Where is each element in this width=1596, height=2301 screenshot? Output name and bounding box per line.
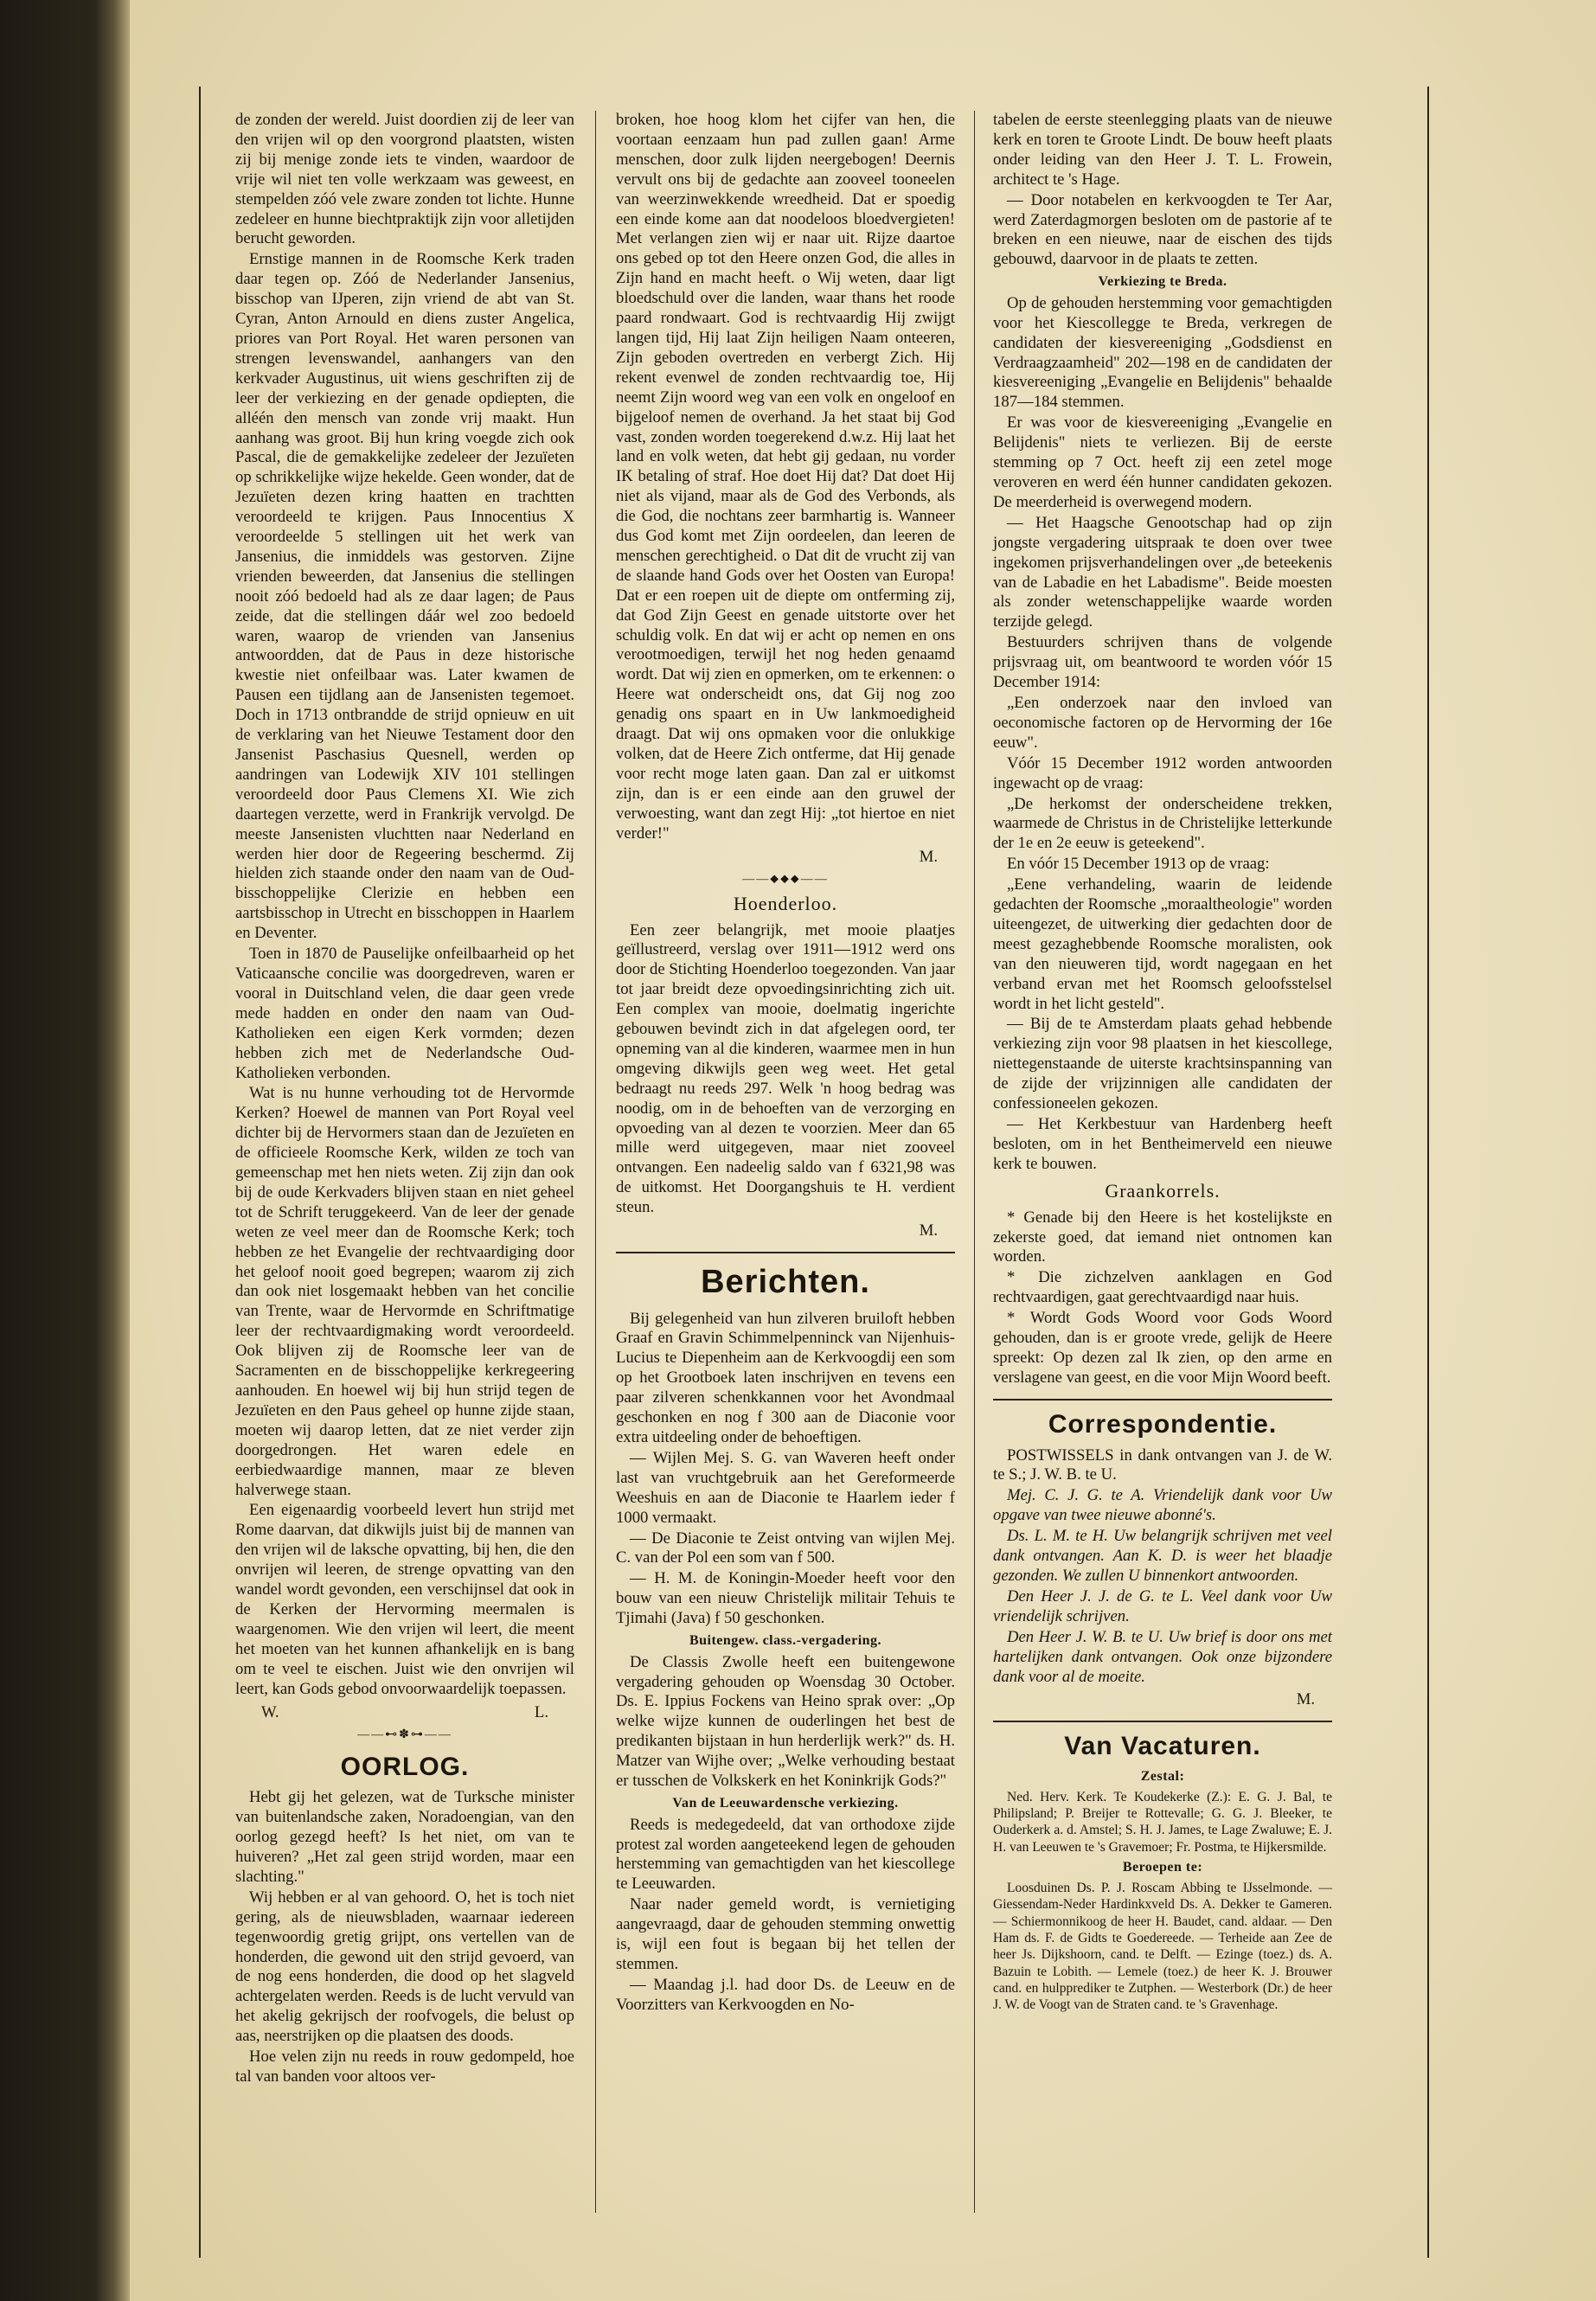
- paragraph: — De Diaconie te Zeist ontving van wijlen Mej. C. van der Pol een som van f 500.: [616, 1529, 955, 1567]
- section-heading-oorlog: OORLOG.: [340, 1752, 470, 1781]
- signature: M.: [919, 1221, 938, 1240]
- subheading-leeuwarden: Van de Leeuwardensche verkiezing.: [672, 1796, 899, 1811]
- column-3: [993, 111, 1332, 2015]
- paragraph: Een zeer belangrijk, met mooie plaatjes geïllustreerd, verslag over 1911—1912 werd ons door de Stichting Hoenderloo toegezonden. Van jaar tot jaar breidt deze opvoedingsinrichting zich uit. Een complex van mooie, doelmatig ingerichte gebouwen bevindt zich in dat afgelegen oord, ter opneming van al die kinderen, waarmee men in hun omgeving dikwijls geen weg weet. Het getal bedraagt nu reeds 297. Welk 'n hoog bedrag was noodig, om in de behoeften van de verzorging en opvoeding van al dezen te voorzien. Meer dan 65 mille werd uitgegeven, maar niet zooveel ontvangen. Een nadeelig saldo van f 6321,98 was de uitkomst. Het Doorgangshuis te H. verdient steun.: [616, 920, 955, 1217]
- paragraph: Den Heer J. J. de G. te L. Veel dank voor Uw vriendelijk schrijven.: [993, 1586, 1332, 1625]
- ornament: ——⬥⬥⬥——: [742, 873, 829, 887]
- column-divider: [595, 111, 596, 2213]
- section-rule: [993, 1721, 1332, 1722]
- paragraph: tabelen de eerste steenlegging plaats van de nieuwe kerk en toren te Groote Lindt. De bouw heeft plaats onder leiding van den Heer J. T. L. Frowein, architect te 's Hage.: [993, 111, 1332, 189]
- paragraph: — Maandag j.l. had door Ds. de Leeuw en de Voorzitters van Kerkvoogden en No-: [616, 1975, 955, 2014]
- subheading-beroepen: Beroepen te:: [1122, 1860, 1203, 1875]
- signature-initial: L.: [534, 1702, 548, 1721]
- paragraph: — Door notabelen en kerkvoogden te Ter Aar, werd Zaterdagmorgen besloten om de pastorie af te breken en een nieuwe, naar de eischen des tijds gebouwd, daarvoor in de plaats te zetten.: [993, 190, 1332, 269]
- left-margin-rule: [199, 87, 201, 2258]
- paragraph: Den Heer J. W. B. te U. Uw brief is door ons met hartelijken dank ontvangen. Ook onze bijzondere dank voor al de moeite.: [993, 1627, 1332, 1686]
- paragraph: De Classis Zwolle heeft een buitengewone vergadering gehouden op Woensdag 30 October. Ds. E. Ippius Fockens van Heino sprak over: „Op welke wijze kunnen de ouderlingen het best de predikanten bijstaan in hun herderlijk werk?" ds. H. Matzer van Wijhe over; „Welke verhouding bestaat er tusschen de Volkskerk en het Koninkrijk Gods?": [616, 1652, 955, 1791]
- section-rule: [993, 1399, 1332, 1400]
- paragraph: Op de gehouden herstemming voor gemachtigden voor het Kiescollegge te Breda, verkregen de candidaten der kiesvereeniging „Godsdienst en Verdraagzaamheid" 202—198 en de candidaten der kiesvereeniging „Evangelie en Belijdenis" behaalde 187—184 stemmen.: [993, 293, 1332, 412]
- paragraph: Mej. C. J. G. te A. Vriendelijk dank voor Uw opgave van twee nieuwe abonné's.: [993, 1486, 1332, 1525]
- right-margin-rule: [1427, 87, 1429, 2258]
- paragraph: Er was voor de kiesvereeniging „Evangelie en Belijdenis" niets te verliezen. Bij de eerste stemming op 7 Oct. heeft zij een zetel moge veroveren en werd één hunner candidaten gekozen. De meerderheid is overwegend modern.: [993, 413, 1332, 511]
- paragraph: Reeds is medegedeeld, dat van orthodoxe zijde protest zal worden aangeteekend legen de gehouden herstemming van gemachtigden van het kiescollege te Leeuwarden.: [616, 1815, 955, 1894]
- paragraph: Toen in 1870 de Pauselijke onfeilbaarheid op het Vaticaansche concilie was doorgedreven, waren er vooral in Duitschland velen, die daar geen vrede mede hadden en onder den naam van Oud-Katholieken een eigen Kerk vormden; dezen hebben zich met de Nederlandsche Oud-Katholieken verbonden.: [235, 945, 574, 1082]
- signature-initial: W.: [261, 1702, 279, 1721]
- section-rule: [616, 1252, 955, 1253]
- paragraph: Wij hebben er al van gehoord. O, het is toch niet gering, als de nieuwsbladen, waarnaar iedereen tegenwoordig gretig grijpt, ons vertellen van de honderden, die gewond uit den strijd gevoerd, van de nog eens honderden, die dood op het slagveld achtergelaten werden. Reeds is de lucht vervuld van het akelig gekrijsch der roofvogels, die belust op aas, neerstrijken op die plaatsen des doods.: [235, 1888, 574, 2046]
- paragraph: — Het Haagsche Genootschap had op zijn jongste vergadering uitspraak te doen over twee ingekomen prijsverhandelingen over „de beteekenis van de Labadie en het Labadisme". Beide moesten als zonder wetenschappelijke waarde worden terzijde gelegd.: [993, 513, 1332, 631]
- section-heading-hoenderloo: Hoenderloo.: [733, 892, 838, 914]
- paragraph: — Bij de te Amsterdam plaats gehad hebbende verkiezing zijn voor 98 plaatsen in het kiescollege, niettegenstaande de uiterste krachtsinspanning van de zijde der vrijzinnigen alle candidaten der confessioneelen gekozen.: [993, 1015, 1332, 1113]
- book-binding: [0, 0, 130, 2301]
- column-divider: [974, 111, 975, 2213]
- paragraph: Ernstige mannen in de Roomsche Kerk traden daar tegen op. Zóó de Nederlander Jansenius, bisschop van IJperen, zijn vriend de abt van St. Cyran, Anton Arnould en diens zuster Angelica, priores van Port Royal. Het waren personen van strengen levenswandel, aanhangers van den kerkvader Augustinus, uit wiens geschriften zij de leer der verkiezing en der genade opdiepten, die alléén den mensch van zonde vrij maakt. Hun aanhang was groot. Bij hun kring voegde zich ook Pascal, die de gemakkelijke zedeleer der Jezuïeten op schrikkelijke wijze hekelde. Geen wonder, dat de Jezuïeten dezen kring haatten en trachtten veroordeeld te krijgen. Paus Innocentius X veroordeelde 5 stellingen uit het werk van Jansenius, die inmiddels was gestorven. Zijne vrienden beweerden, dat Jansenius die stellingen nooit zóó bedoeld had als ze daar lagen; de Paus zeide, dat die stellingen dáár wel zoo bedoeld waren, waarop de vrienden van Jansenius antwoordden, dat de Paus in deze historische kwestie niet onfeilbaar was. Later kwamen de Pausen een tijdlang aan de Jansenisten tegemoet. Doch in 1713 ontbrandde de strijd opnieuw en uit de verklaring van het Nieuwe Testament door den Jansenist Paschasius Quesnell, werden op aandringen van Lodewijk XIV 101 stellingen veroordeeld door Paus Clemens XI. Wie zich daartegen verzette, werd in Frankrijk vervolgd. De meeste Jansenisten vluchtten naar Nederland en werden hier door de Regeering beschermd. Zij hielden zich staande onder den naam van de Oud-bisschoppelijke Clerizie en hebben een aartsbisschop in Utrecht en bisschoppen in Haarlem en Deventer.: [235, 250, 574, 943]
- signature: M.: [919, 847, 938, 866]
- column-2: [616, 111, 955, 2016]
- paragraph: — Wijlen Mej. S. G. van Waveren heeft onder last van vruchtgebruik aan het Gereformeerde Weeshuis en aan de Diaconie te Haarlem ieder f 1000 vermaakt.: [616, 1448, 955, 1527]
- ornament: ——⊷✽⊶——: [357, 1728, 452, 1742]
- paragraph: „Een onderzoek naar den invloed van oeconomische factoren op de Hervorming der 16e eeuw".: [993, 693, 1332, 752]
- paragraph: — H. M. de Koningin-Moeder heeft voor den bouw van een nieuw Christelijk militair Tehuis te Tjimahi (Java) f 50 geschonken.: [616, 1569, 955, 1628]
- signature: [235, 1703, 574, 1723]
- paragraph: de zonden der wereld. Juist doordien zij de leer van den vrijen wil op den voorgrond plaatsten, wisten zij bij menige zonde iets te vinden, waardoor de vrije wil niet ten volle werkzaam was geweest, en stempelden zóó vele zware zonden tot lichte. Hunne zedeleer en hunne biechtpraktijk zijn voor alletijden berucht geworden.: [235, 111, 574, 248]
- paragraph: Ned. Herv. Kerk. Te Koudekerke (Z.): E. G. J. Bal, te Philipsland; P. Breijer te Rottevalle; G. G. J. Bleeker, te Ouderkerk a. d. Amstel; S. H. J. James, te Lage Zwaluwe; E. J. H. van Leeuwen te 's Gravemoer; Fr. Postma, te Hijkersmilde.: [993, 1789, 1332, 1855]
- paragraph: * Wordt Gods Woord voor Gods Woord gehouden, dan is er groote vrede, gelijk de Heere spreekt: Op dezen zal Ik zien, op den arme en verslagene van geest, en die voor Mijn Woord beeft.: [993, 1309, 1332, 1387]
- section-heading-vacaturen: Van Vacaturen.: [1064, 1732, 1261, 1761]
- subheading-zestal: Zestal:: [1140, 1769, 1185, 1785]
- subheading-classis: Buitengew. class.-vergadering.: [689, 1633, 882, 1649]
- paragraph: Wat is nu hunne verhouding tot de Hervormde Kerken? Hoewel de mannen van Port Royal veel dichter bij de Hervormers staan dan de Jezuïeten en de officieele Roomsche Kerk, wilden ze toch van gemeenschap met hen niets weten. Zij zijn dan ook bij de oude Kerkvaders blijven staan en niet geheel tot de Schrift teruggekeerd. Van de leer der genade weten ze veel meer dan de Roomsche Kerk; toch hebben ze het Evangelie der rechtvaardiging door het geloof nooit goed begrepen; waarom zij zich dan ook niet losgemaakt hebben van het concilie van Trente, waar de Hervormde en Schriftmatige leer der rechtvaardigmaking wordt veroordeeld. Ook blijven zij de Roomsche leer van de Sacramenten en de bisschoppelijke kerkregeering aanhouden. En hoewel wij bij hun strijd tegen de Jezuïeten en den Paus geheel op hunne zijde staan, moeten wij daarop letten, dat ze niet verder zijn doorgedrongen. Het waren edele en eerbiedwaardige mannen, maar ze bleven halverwege staan.: [235, 1084, 574, 1499]
- paragraph: Vóór 15 December 1912 worden antwoorden ingewacht op de vraag:: [993, 753, 1332, 792]
- paragraph: Ds. L. M. te H. Uw belangrijk schrijven met veel dank ontvangen. Aan K. D. is weer het blaadje gezonden. We zullen U binnenkort antwoorden.: [993, 1527, 1332, 1585]
- paragraph: Bij gelegenheid van hun zilveren bruiloft hebben Graaf en Gravin Schimmelpenninck van Nijenhuis-Lucius te Diepenheim aan de Kerkvoogdij een som op het Grootboek laten inschrijven en tevens een paar zilveren schenkkannen voor het Avondmaal geschonken en nog f 300 aan de Diaconie voor extra uitdeeling onder de behoeftigen.: [616, 1309, 955, 1446]
- paragraph: Naar nader gemeld wordt, is vernietiging aangevraagd, daar de gehouden stemming onwettig is, wijl een fout is begaan bij het tellen der stemmen.: [616, 1895, 955, 1973]
- paragraph: Hoe velen zijn nu reeds in rouw gedompeld, hoe tal van banden voor altoos ver-: [235, 2048, 574, 2086]
- section-heading-correspondentie: Correspondentie.: [1048, 1409, 1278, 1439]
- paragraph: — Het Kerkbestuur van Hardenberg heeft besloten, om in het Bentheimerveld een nieuwe kerk te bouwen.: [993, 1115, 1332, 1173]
- paragraph: * Genade bij den Heere is het kostelijkste en zekerste goed, dat iemand niet ontnomen kan worden.: [993, 1208, 1332, 1266]
- column-1: [235, 111, 574, 2088]
- paragraph: Hebt gij het gelezen, wat de Turksche minister van buitenlandsche zaken, Noradoengian, van den oorlog gezegd heeft? Is het niet, om van te huiveren? „Het zal geen strijd worden, maar een slachting.": [235, 1788, 574, 1886]
- paragraph: Loosduinen Ds. P. J. Roscam Abbing te IJsselmonde. — Giessendam-Neder Hardinkxveld Ds. A. Dekker te Gameren. — Schiermonnikoog de heer H. Baudet, cand. aldaar. — Den Ham ds. F. de Gidts te Goedereede. — Terheide aan Zee de heer Js. Dijkshoorn, cand. te Delft. — Ezinge (toez.) ds. A. Bazuin te Lobith. — Lemele (toez.) de heer K. J. Brouwer cand. en hulpprediker te Zutphen. — Westerbork (Dr.) de heer J. W. de Voogt van de Straten cand. te 's Gravenhage.: [993, 1880, 1332, 2013]
- paragraph: broken, hoe hoog klom het cijfer van hen, die voortaan eenzaam hun pad zullen gaan! Arme menschen, door zulk lijden neergebogen! Deernis vervult ons bij de gedachte aan zooveel tooneelen van weerzinwekkende wreedheid. Dat er spoedig een einde kome aan dat noodeloos bloedvergieten! Met verlangen zien wij er naar uit. Rijze daartoe ons gebed op tot den Heere onzen God, die alles in Zijn hand en macht heeft. o Wij weten, daar ligt bloedschuld over die landen, waar thans het roode paard rondwaart. God is rechtvaardig Hij zwijgt langen tijd, Hij laat Zijn heiligen Naam onteeren, Zijn geboden overtreden en verbergt Zich. Hij rekent evenwel de zonden rechtvaardig toe, Hij neemt Zijn woord weg van een volk en ongeloof en bijgeloof nemen de overhand. Ja het staat bij God vast, zonden worden toegerekend d.w.z. Hij laat het land en volk weten, dat hebt gij gedaan, nu vorder IK betaling of straf. Hoe doet Hij dat? Dat doet Hij niet als vijand, maar als de God des Verbonds, als die God, die nochtans zeer barmhartig is. Wanneer dus God komt met Zijn oordeelen, dan leeren de menschen gerechtigheid. o Dat dit de vrucht zij van de slaande hand Gods over het Oosten van Europa! Dat er een roepen uit de diepte om ontferming zij, dat God Zijn Geest en genade uitstorte over het schuldig volk. En dat wij er acht op nemen en ons verootmoedigen, terwijl het nog heden genaamd wordt. Dat wij zien en opmerken, om te erkennen: o Heere wat onderscheidt ons, dat Gij nog zoo genadig ons spaart en in Uw lankmoedigheid draagt. Dat wij ons opmaken voor die onlukkige volken, dat de Heere Zich ontferme, dat Hij genade voor recht moge laten gaan. Dan zal er uitkomst zijn, dan is er een einde aan den gruwel der verwoesting, want dan zegt Hij: „tot hiertoe en niet verder!": [616, 111, 955, 843]
- section-heading-berichten: Berichten.: [701, 1264, 870, 1301]
- paragraph: „Eene verhandeling, waarin de leidende gedachten der Roomsche „moraaltheologie" worden uiteengezet, de uitwerking dier gedachten door de meest gezaghebbende Roomsche moralisten, ook van den nieuweren tijd, wordt nagegaan en het verband ervan met het Roomsch geloofsstelsel wordt in het licht gesteld".: [993, 875, 1332, 1013]
- paragraph: „De herkomst der onderscheidene trekken, waarmede de Christus in de Christelijke letterkunde der 1e en 2e eeuw is geteekend".: [993, 794, 1332, 853]
- paragraph: * Die zichzelven aanklagen en God rechtvaardigen, gaat gerechtvaardigd naar huis.: [993, 1268, 1332, 1307]
- section-heading-graankorrels: Graankorrels.: [1105, 1179, 1221, 1202]
- signature: M.: [1296, 1690, 1315, 1709]
- subheading-breda: Verkiezing te Breda.: [1098, 274, 1227, 290]
- paragraph: Bestuurders schrijven thans de volgende prijsvraag uit, om beantwoord te worden vóór 15 December 1914:: [993, 633, 1332, 692]
- paragraph: POSTWISSELS in dank ontvangen van J. de W. te S.; J. W. B. te U.: [993, 1445, 1332, 1484]
- paragraph: Een eigenaardig voorbeeld levert hun strijd met Rome daarvan, dat dikwijls juist bij de mannen van den vrijen wil de laksche opvatting, bij hen, die den onvrijen wil leeren, de strenge opvatting van den wandel wordt gevonden, een verschijnsel dat ook in de Kerken der Hervorming meermalen is waargenomen. Wie den vrijen wil leert, die meent het moeten van het kunnen afhankelijk en is bang om te veel te eischen. Juist wie den onvrijen wil leert, kan Gods gebod onvoorwaardelijk toepassen.: [235, 1501, 574, 1698]
- paragraph: En vóór 15 December 1913 op de vraag:: [1007, 855, 1270, 874]
